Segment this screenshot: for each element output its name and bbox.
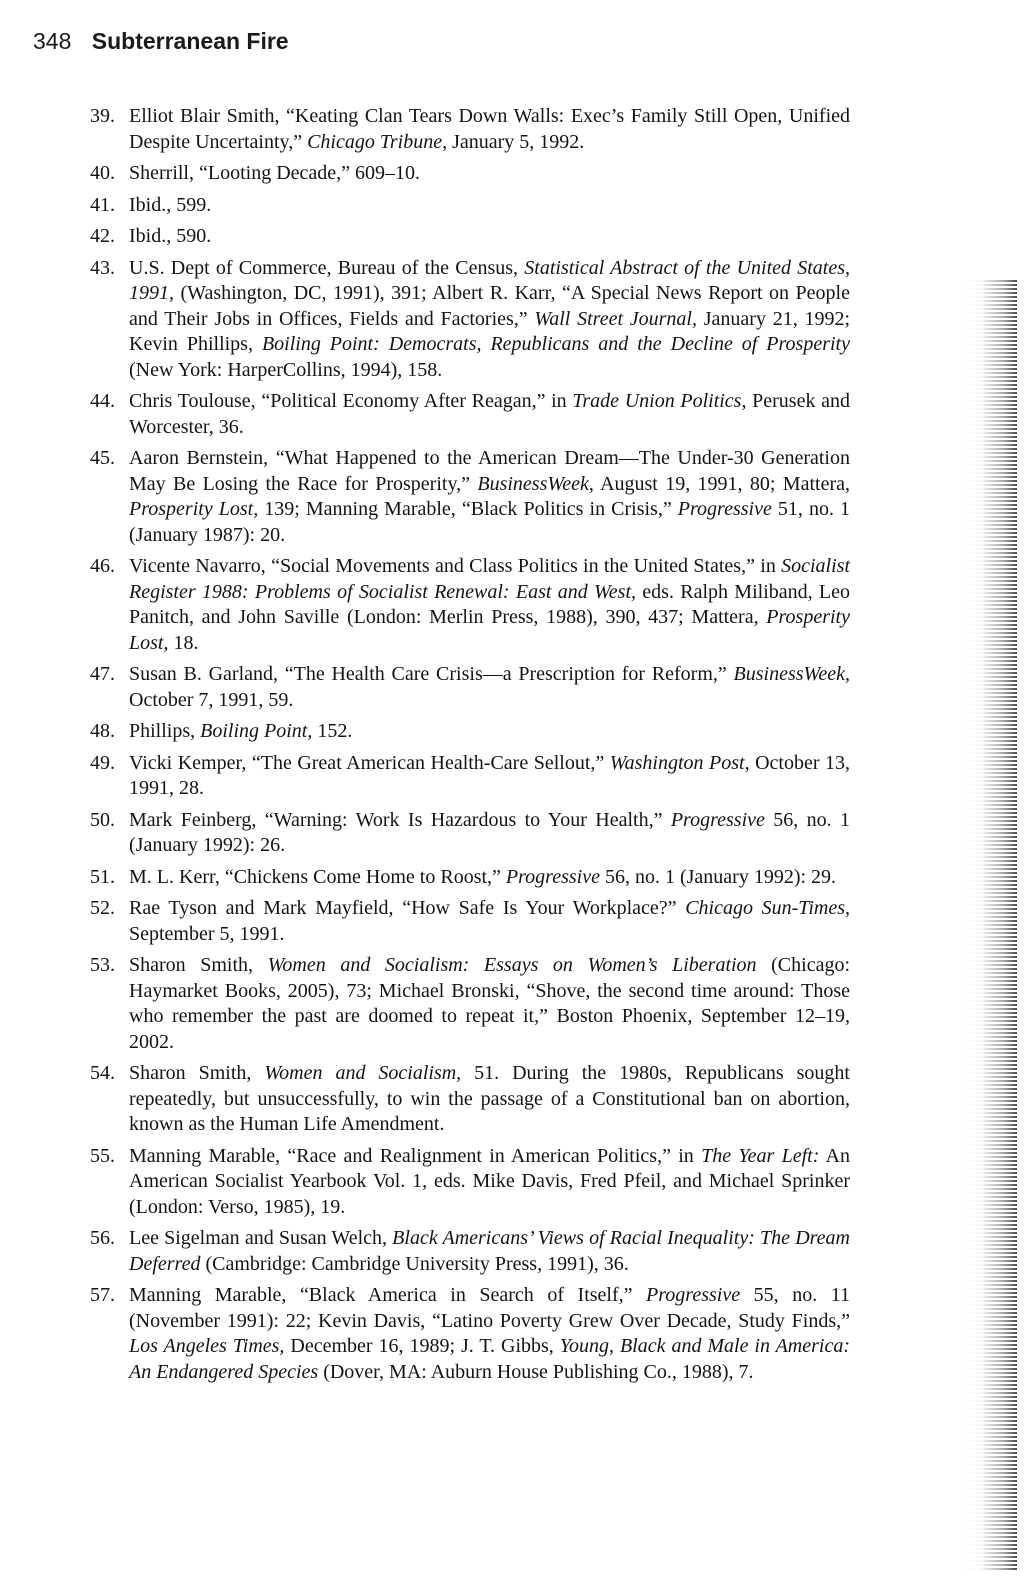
text-run: Ibid., 599. <box>129 193 212 216</box>
endnote <box>90 224 850 250</box>
text-run: U.S. Dept of Commerce, Bureau of the Census, <box>129 256 525 279</box>
italic-title: Boiling Point, <box>200 720 313 742</box>
italic-title: Progressive <box>677 498 772 520</box>
italic-title: Statistical Abstract of the United States, 1991, <box>129 256 851 304</box>
endnote-text <box>129 554 850 656</box>
text-run: January 5, 1992. <box>447 130 585 153</box>
endnote-text <box>129 161 850 187</box>
endnote <box>90 104 850 155</box>
endnote <box>90 193 850 219</box>
endnote <box>90 662 850 713</box>
italic-title: Progressive <box>646 1284 741 1306</box>
italic-title: The Year Left: <box>701 1144 820 1167</box>
text-run: 152. <box>312 720 353 742</box>
text-run: 56, no. 1 (January 1992): 26. <box>129 808 851 856</box>
text-run: Rae Tyson and Mark Mayfield, “How Safe Is Your Workplace?” <box>129 897 686 919</box>
italic-title: Prosperity Lost, <box>129 606 850 654</box>
text-run: 139; Manning Marable, “Black Politics in Crisis,” <box>258 498 678 520</box>
text-run: (Cambridge: Cambridge University Press, 1991), 36. <box>200 1252 629 1275</box>
text-run: Aaron Bernstein, “What Happened to the American Dream—The Under-30 Generation May Be Losing the Race for Prosperity,” <box>129 447 850 495</box>
endnote-number: 56. <box>90 1227 115 1249</box>
text-run: Chris Toulouse, “Political Economy After Reagan,” in <box>129 390 573 412</box>
endnote-number: 51. <box>90 865 115 888</box>
endnote <box>90 1061 850 1138</box>
endnote-number: 54. <box>90 1062 115 1084</box>
text-run: Susan B. Garland, “The Health Care Crisis—a Prescription for Reform,” <box>129 663 734 685</box>
endnote <box>90 161 850 187</box>
text-run: (Washington, DC, 1991), 391; Albert R. Karr, “A Special News Report on People and Their Jobs in Offices, Fields and Factories,” <box>129 282 850 330</box>
italic-title: Chicago Tribune, <box>307 130 448 153</box>
page-number: 348 <box>33 28 72 54</box>
endnote-text <box>129 224 850 250</box>
endnote <box>90 554 850 656</box>
endnote-number: 50. <box>90 808 115 831</box>
endnotes-list <box>90 104 850 1391</box>
text-run: (Chicago: Haymarket Books, 2005), 73; Michael Bronski, “Shove, the second time around: Those who remember the past are doomed to repeat it,” Boston Phoenix, September 12–19, 2002. <box>129 954 851 1053</box>
endnote <box>90 1283 850 1385</box>
text-run: Mark Feinberg, “Warning: Work Is Hazardous to Your Health,” <box>129 808 671 831</box>
text-run: Lee Sigelman and Susan Welch, <box>129 1227 393 1249</box>
endnote-number: 49. <box>90 751 115 774</box>
endnote <box>90 389 850 440</box>
endnote-text <box>129 896 850 947</box>
endnote-text <box>129 389 850 440</box>
text-run: 56, no. 1 (January 1992): 29. <box>599 865 837 888</box>
endnote <box>90 751 850 802</box>
italic-title: Boiling Point: Democrats, Republicans and the Decline of Prosperity <box>261 333 850 355</box>
italic-title: Young, Black and Male in America: An Endangered Species <box>129 1335 850 1383</box>
text-run: M. L. Kerr, “Chickens Come Home to Roost,” <box>129 865 506 888</box>
endnote-text <box>129 719 850 745</box>
endnote-text <box>129 256 850 384</box>
italic-title: Washington Post, <box>609 751 750 774</box>
endnote-text <box>129 1226 850 1277</box>
italic-title: Progressive <box>670 808 765 831</box>
endnote-text <box>129 662 850 713</box>
endnote-number: 43. <box>90 256 115 279</box>
text-run: Manning Marable, “Black America in Search of Itself,” <box>129 1284 647 1306</box>
endnote-number: 48. <box>90 720 115 742</box>
italic-title: Chicago Sun-Times, <box>685 897 850 919</box>
endnote-text <box>129 865 850 891</box>
text-run: 51. During the 1980s, Republicans sought repeatedly, but unsuccessfully, to win the passage of a Constitutional ban on abortion, known as the Human Life Amendment. <box>129 1062 850 1135</box>
text-run: eds. Ralph Miliband, Leo Panitch, and John Saville (London: Merlin Press, 1988), 390, 437; Mattera, <box>129 580 851 628</box>
endnote-text <box>129 1061 850 1138</box>
text-run: Vicki Kemper, “The Great American Health-Care Sellout,” <box>129 751 610 774</box>
endnote <box>90 1144 850 1221</box>
endnote <box>90 1226 850 1277</box>
text-run: August 19, 1991, 80; Mattera, <box>593 472 850 495</box>
endnote <box>90 446 850 548</box>
endnote-number: 55. <box>90 1144 115 1167</box>
text-run: 51, no. 1 (January 1987): 20. <box>129 498 851 546</box>
endnote-number: 53. <box>90 954 115 976</box>
endnote <box>90 896 850 947</box>
italic-title: Black Americans’ Views of Racial Inequality: The Dream Deferred <box>129 1227 850 1275</box>
text-run: October 7, 1991, 59. <box>129 688 294 711</box>
endnote-number: 45. <box>90 447 115 469</box>
endnote-number: 52. <box>90 897 115 919</box>
italic-title: Wall Street Journal, <box>534 307 697 330</box>
book-title: Subterranean Fire <box>91 28 289 54</box>
text-run: Sharon Smith, <box>129 954 268 976</box>
endnote-number: 47. <box>90 663 115 685</box>
text-run: September 5, 1991. <box>129 922 285 945</box>
endnote-number: 57. <box>90 1284 115 1306</box>
italic-title: Los Angeles Times, <box>129 1335 285 1357</box>
text-run: January 21, 1992; Kevin Phillips, <box>129 307 851 355</box>
endnote-text <box>129 808 850 859</box>
endnote-text <box>129 1283 850 1385</box>
text-run: October 13, 1991, 28. <box>129 751 851 799</box>
text-run: An American Socialist Yearbook Vol. 1, eds. Mike Davis, Fred Pfeil, and Michael Sprinker (London: Verso, 1985), 19. <box>129 1144 850 1218</box>
italic-title: Women and Socialism, <box>264 1062 462 1084</box>
endnote-number: 40. <box>90 162 115 184</box>
text-run: Manning Marable, “Race and Realignment in American Politics,” in <box>129 1144 702 1167</box>
endnote <box>90 865 850 891</box>
text-run: (Dover, MA: Auburn House Publishing Co., 1988), 7. <box>318 1360 754 1383</box>
endnote-number: 42. <box>90 225 115 247</box>
italic-title: Progressive <box>505 865 600 888</box>
text-run: Sherrill, “Looting Decade,” 609–10. <box>129 162 421 184</box>
endnote-text <box>129 751 850 802</box>
endnote-text <box>129 1144 850 1221</box>
text-run: (New York: HarperCollins, 1994), 158. <box>129 358 443 381</box>
text-run: Perusek and Worcester, 36. <box>129 390 851 438</box>
endnote-number: 46. <box>90 555 115 577</box>
italic-title: Socialist Register 1988: Problems of Socialist Renewal: East and West, <box>129 555 850 603</box>
text-run: 55, no. 11 (November 1991): 22; Kevin Davis, “Latino Poverty Grew Over Decade, Study Finds,” <box>129 1284 850 1332</box>
text-run: Phillips, <box>129 720 201 742</box>
text-run: Elliot Blair Smith, “Keating Clan Tears Down Walls: Exec’s Family Still Open, Unified Despite Uncertainty,” <box>129 105 850 153</box>
endnote-text <box>129 193 850 219</box>
endnote-number: 44. <box>90 390 115 412</box>
italic-title: Trade Union Politics, <box>572 390 747 412</box>
text-run: 18. <box>168 631 199 654</box>
endnote <box>90 953 850 1055</box>
endnote-number: 39. <box>90 105 115 127</box>
italic-title: BusinessWeek, <box>477 472 594 495</box>
italic-title: Women and Socialism: Essays on Women’s Liberation <box>267 954 757 976</box>
endnote-text <box>129 953 850 1055</box>
text-run: Ibid., 590. <box>129 225 212 247</box>
scan-page-edge-shadow <box>957 280 1017 1570</box>
italic-title: BusinessWeek, <box>733 663 850 685</box>
italic-title: Prosperity Lost, <box>129 498 259 520</box>
endnote-text <box>129 446 850 548</box>
text-run: Sharon Smith, <box>129 1062 265 1084</box>
endnote-text <box>129 104 850 155</box>
text-run: Vicente Navarro, “Social Movements and Class Politics in the United States,” in <box>129 555 782 577</box>
endnote-number: 41. <box>90 193 115 216</box>
running-header <box>33 28 289 55</box>
endnote <box>90 256 850 384</box>
endnote <box>90 719 850 745</box>
endnote <box>90 808 850 859</box>
text-run: December 16, 1989; J. T. Gibbs, <box>284 1335 560 1357</box>
